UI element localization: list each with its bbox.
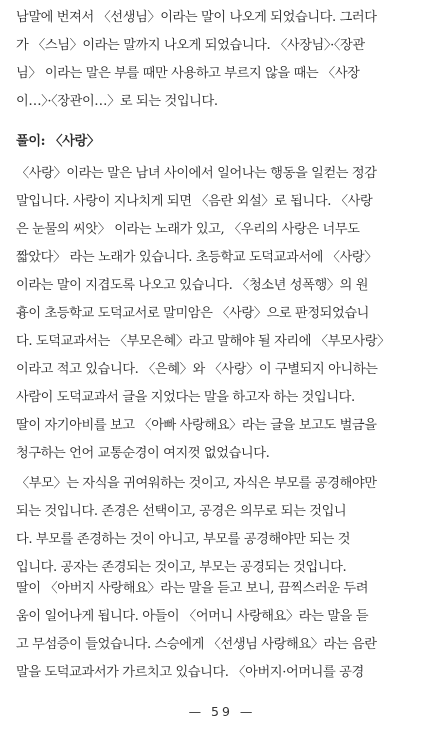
- paragraph-daughter: [16, 575, 430, 687]
- text-line: 흉이 초등학교 도덕교서로 말미암은 〈사랑〉으로 판정되었습니: [16, 306, 370, 321]
- text-line: 사람이 도덕교과서 글을 지었다는 말을 하고자 하는 것입니다.: [16, 390, 355, 405]
- text-line: 은 눈물의 씨앗〉 이라는 노래가 있고, 〈우리의 사랑은 너무도: [16, 222, 360, 237]
- text-line: 되는 것입니다. 존경은 선택이고, 공경은 의무로 되는 것입니: [16, 504, 347, 519]
- text-line: 이라고 적고 있습니다. 〈은혜〉와 〈사랑〉이 구별되지 아니하는: [16, 362, 378, 377]
- text-line: 말을 도덕교과서가 가르치고 있습니다. 〈아버지·어머니를 공경: [16, 665, 364, 680]
- text-line: 입니다. 공자는 존경되는 것이고, 부모는 공경되는 것입니다.: [16, 560, 347, 575]
- text-line: 움이 일어나게 됩니다. 아들이 〈어머니 사랑해요〉라는 말을 듣: [16, 609, 369, 624]
- paragraph-intro: [16, 4, 430, 116]
- text-line: 딸이 〈아버지 사랑해요〉라는 말을 듣고 보니, 끔찍스러운 두려: [16, 581, 369, 596]
- text-line: 남말에 번져서 〈선생님〉이라는 말이 나오게 되었습니다. 그러다: [16, 10, 377, 25]
- text-line: 이라는 말이 지겹도록 나오고 있습니다. 〈청소년 성폭행〉의 원: [16, 278, 369, 293]
- page-number: — 59 —: [188, 704, 256, 719]
- text-line: 다. 도덕교과서는 〈부모은혜〉라고 말해야 될 자리에 〈부모사랑〉: [16, 334, 390, 349]
- text-line: 〈사랑〉이라는 말은 남녀 사이에서 일어나는 행동을 일컫는 정감: [16, 166, 377, 181]
- text-line: 이…〉·〈장관이…〉로 되는 것입니다.: [16, 94, 218, 109]
- paragraph-parents: [16, 470, 430, 582]
- text-line: 가 〈스님〉이라는 말까지 나오게 되었습니다. 〈사장님〉·〈장관: [16, 38, 365, 53]
- text-line: 다. 부모를 존경하는 것이 아니고, 부모를 공경해야만 되는 것: [16, 532, 351, 547]
- text-line: 청구하는 언어 교통순경이 여지껏 없었습니다.: [16, 446, 270, 461]
- text-line: 말입니다. 사랑이 지나치게 되면 〈음란 외설〉로 됩니다. 〈사랑: [16, 194, 373, 209]
- text-line: 〈부모〉는 자식을 귀여워하는 것이고, 자식은 부모를 공경해야만: [16, 476, 377, 491]
- paragraph-love: [16, 160, 430, 468]
- text-line: 고 무섬증이 들었습니다. 스승에게 〈선생님 사랑해요〉라는 음란: [16, 637, 377, 652]
- text-line: 짧았다〉 라는 노래가 있습니다. 초등학교 도덕교과서에 〈사랑〉: [16, 250, 378, 265]
- text-line: 님〉 이라는 말은 부를 때만 사용하고 부르지 않을 때는 〈사장: [16, 66, 360, 81]
- heading-text: 풀이: 〈사랑〉: [16, 134, 100, 149]
- section-heading: [16, 128, 430, 156]
- text-line: 딸이 자기아비를 보고 〈아빠 사랑해요〉라는 글을 보고도 벌금을: [16, 418, 377, 433]
